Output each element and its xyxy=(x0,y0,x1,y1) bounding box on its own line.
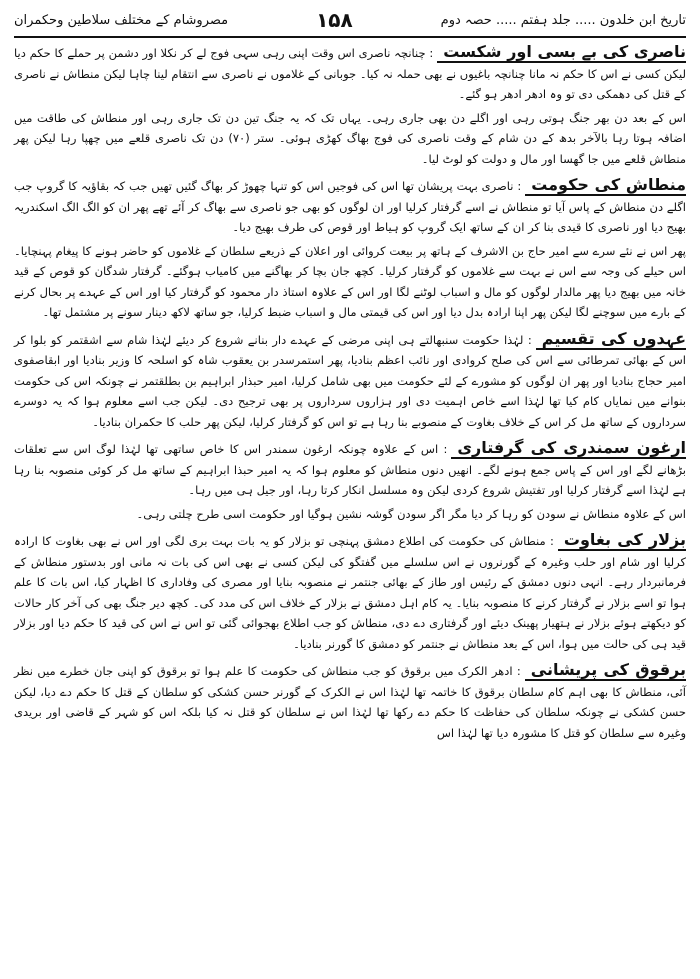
paragraph: ناصری کی بے بسی اور شکست: چنانچہ ناصری اس وقت اپنی رہی سہی فوج لے کر نکلا اور دشمن پر حملے کا حکم دیا لیکن کسی نے اس کا حکم نہ مانا چنانچہ باغیوں نے بھی حملہ نہ کیا۔ جوبانی کے غلاموں نے ناصری سے انتقام لینا چاہا لیکن منطاش نے ناصری کے قتل کی دھمکی دی تو وہ ادھر ادھر ہو گئے۔ xyxy=(14,42,686,101)
paragraph: اس کے بعد دن بھر جنگ ہوتی رہی اور اگلے دن بھی جاری رہی۔ یہاں تک کہ یہ جنگ تین دن تک جاری رہی اور منطاش کی طاقت میں اضافہ ہوتا رہا بالآخر بدھ کے دن شام کے وقت ناصری کی فوج بھاگ کھڑی ہوئی۔ ستر (۷۰) دن تک ناصری قلعے میں چھپا رہا لیکن پھر منطاش قلعے میں جا گھسا اور مال و دولت کو لوٹ لیا۔ xyxy=(14,110,687,166)
paragraph: منطاش کی حکومت: ناصری بہت پریشان تھا اس کی فوجیں اس کو تنہا چھوڑ کر بھاگ گئیں تھیں جب کہ بقاؤیہ کا گروپ جب اگلے دن منطاش کے پاس آیا تو منطاش نے اسے گرفتار کرلیا اور ان لوگوں کو بھی جو ناصری سے بھاگ کر آئے تھے پھر ان کو الگ الگ اسکندریہ بھیج دیا اور ناصری کا قیدی بنا کر ان کے ساتھ ایک گروپ کو ہیاط اور قوص کی طرف بھیج دیا۔ xyxy=(14,175,687,234)
header-rule xyxy=(14,36,686,38)
paragraph: عہدوں کی تقسیم: لہٰذا حکومت سنبھالتے ہی اپنی مرضی کے عہدے دار بنانے شروع کر دیئے لہٰذا شام سے اشقتمر کو بلوا کر اس کے بھائی تمرطائی سے اس کی صلح کروادی اور نائب اعظم بنادیا، پھر استمرسدر بن یعقوب شاہ کو اسلحہ کا وزیر بنادیا اور ابقاصفوی امیر حجاج بنادیا اور پھر ان لوگوں کو مشورے کے لئے حکومت میں بھی شامل کرلیا، امیر حبذار ابراہیم بن بطلقتمر نے چونکہ اس کی حکومت بنوانے میں نمایاں کام کیا تھا لہٰذا اسے خاص اہمیت دی اور ہزاروں سرداروں پر بھی ترجیح دی۔ لیکن جب اسے معلوم ہوا کہ یہ دوسرے سرداروں کے ساتھ مل کر اس کے خلاف بغاوت کے منصوبے بنا رہا ہے تو اس کو گرفتار کرلیا، لیکن پھر حلب کا حکمران بنادیا۔ xyxy=(14,328,687,429)
section xyxy=(14,438,686,524)
paragraph-text: لہٰذا حکومت سنبھالتے ہی اپنی مرضی کے عہدے دار بنانے شروع کر دیئے لہٰذا شام سے اشقتمر کو بلوا کر اس کے بھائی تمرطائی سے اس کی صلح کروادی اور نائب اعظم بنادیا، پھر استمرسدر بن یعقوب شاہ کو اسلحہ کا وزیر بنادیا اور ابقاصفوی امیر حجاج بنادیا اور پھر ان لوگوں کو مشورے کے لئے حکومت میں بھی شامل کرلیا، امیر حبذار ابراہیم بن بطلقتمر نے چونکہ اس کی حکومت بنوانے میں نمایاں کام کیا تھا لہٰذا اسے خاص اہمیت دی اور ہزاروں سرداروں پر بھی ترجیح دی۔ لیکن جب اسے معلوم ہوا کہ یہ دوسرے سرداروں کے ساتھ مل کر اس کے خلاف بغاوت کے منصوبے بنا رہا ہے تو اس کو گرفتار کرلیا، لیکن پھر حلب کا حکمران بنادیا۔ xyxy=(14,332,686,429)
section xyxy=(14,329,686,433)
section-heading: ناصری کی بے بسی اور شکست xyxy=(437,42,686,63)
paragraph: پھر اس نے نئے سرے سے امیر حاج بن الاشرف کے ہاتھ پر بیعت کروائی اور اعلان کے ذریعے سلطان کے غلاموں کو حاضر ہونے کا پیغام پہنچایا۔ اس حیلے کی وجہ سے اس نے بہت سے غلاموں کو گرفتار کرلیا۔ کچھ جان بچا کر بھاگنے میں کامیاب ہوگئے۔ گرفتار شدگان کو قوص کے قید خانہ میں بھیج دیا پھر مالدار لوگوں کو مال و اسباب لوٹنے لگا اور اس کے علاوہ استاذ دار محمود کو گرفتار کیا اور اس کے عہدے پر بحال کرنے کے بارے میں سوچنے لگا لیکن پھر اپنا ارادہ بدل دیا اور اس کی قیمتی مال و اسباب ضبط کرلیا، جو ساتھ لاکھ دینار سونے پر مشتمل تھا۔ xyxy=(14,243,686,319)
book-title: تاریخ ابن خلدون ..... جلد ہفتم ..... حصہ دوم xyxy=(440,12,686,28)
section xyxy=(14,175,686,323)
paragraph-text: منطاش کی حکومت کی اطلاع دمشق پہنچی تو بزلار کو یہ بات بہت بری لگی اور اس نے بھی بغاوت کا ارادہ کرلیا اور شام اور حلب وغیرہ کے گورنروں نے اس سلسلے میں گفتگو کی لیکن کسی نے بھی اس کی بات نہ مانی اور بدستور منطاش کے فرمانبردار رہے۔ انہی دنوں دمشق کے رئیس اور طاز کے بھائی جنتمر نے منصوبہ بنایا اور مصری کی وفاداری کا اظہار کیا، اس بات کا علم ہوا تو اسے بزلار نے گرفتار کرنے کا منصوبہ بنایا۔ یہ کام اہل دمشق نے بزلار کے خلاف اس کی مدد کی۔ کچھ دیر جنگ بھی کی آخر کار حالات کو دیکھتے ہوئے بزلار نے ہتھیار پھینک دیئے اور گرفتاری دے دی، منطاش کو جب اطلاع بھجوائی گئی تو اس نے اس کی قید کا حکم دیا اور بزلار قید ہی کی حالت میں ہوا، اس کے بعد منطاش نے جنتمر کو دمشق کا گورنر بنادیا۔ xyxy=(14,534,686,651)
paragraph-text: چنانچہ ناصری اس وقت اپنی رہی سہی فوج لے کر نکلا اور دشمن پر حملے کا حکم دیا لیکن کسی نے اس کا حکم نہ مانا چنانچہ باغیوں نے بھی حملہ نہ کیا۔ جوبانی کے غلاموں نے ناصری سے انتقام لینا چاہا لیکن منطاش نے ناصری کے قتل کی دھمکی دی تو وہ ادھر ادھر ہو گئے۔ xyxy=(14,46,686,101)
section xyxy=(14,660,686,743)
section-heading: عہدوں کی تقسیم xyxy=(536,329,686,350)
page-header xyxy=(14,6,686,34)
section-heading: برقوق کی پریشانی xyxy=(525,660,686,681)
section-heading: ارغون سمندری کی گرفتاری xyxy=(451,438,686,459)
paragraph-text: اس کے علاوہ چونکہ ارغون سمندر اس کا خاص ساتھی تھا لہٰذا لوگ اس سے تعلقات بڑھانے لگے اور اس کے پاس جمع ہونے لگے۔ انھیں دنوں منطاش کو معلوم ہوا کہ یہ امیر حبذا ابراہیم کے ساتھ مل کر کوئی منصوبہ بنا رہا ہے لہٰذا اسے گرفتار کرلیا اور تفتیش شروع کردی لیکن وہ مسلسل انکار کرتا رہا، اور جیل ہی میں رہا۔ xyxy=(14,442,686,497)
paragraph: اس کے علاوہ منطاش نے سودن کو رہا کر دیا مگر اگر سودن گوشہ نشین ہوگیا اور حکومت اسی طرح چلتی رہی۔ xyxy=(136,506,686,521)
page-number: ۱۵۸ xyxy=(316,8,353,32)
section-heading: منطاش کی حکومت xyxy=(525,175,686,196)
paragraph: ارغون سمندری کی گرفتاری: اس کے علاوہ چونکہ ارغون سمندر اس کا خاص ساتھی تھا لہٰذا لوگ اس سے تعلقات بڑھانے لگے اور اس کے پاس جمع ہونے لگے۔ انھیں دنوں منطاش کو معلوم ہوا کہ یہ امیر حبذا ابراہیم کے ساتھ مل کر کوئی منصوبہ بنا رہا ہے لہٰذا اسے گرفتار کرلیا اور تفتیش شروع کردی لیکن وہ مسلسل انکار کرتا رہا، اور جیل ہی میں رہا۔ xyxy=(14,438,687,497)
paragraph: بزلار کی بغاوت: منطاش کی حکومت کی اطلاع دمشق پہنچی تو بزلار کو یہ بات بہت بری لگی اور اس نے بھی بغاوت کا ارادہ کرلیا اور شام اور حلب وغیرہ کے گورنروں نے اس سلسلے میں گفتگو کی لیکن کسی نے بھی اس کی بات نہ مانی اور بدستور منطاش کے فرمانبردار رہے۔ انہی دنوں دمشق کے رئیس اور طاز کے بھائی جنتمر نے منصوبہ بنایا اور مصری کی وفاداری کا اظہار کیا، اس بات کا علم ہوا تو اسے بزلار نے گرفتار کرنے کا منصوبہ بنایا۔ یہ کام اہل دمشق نے بزلار کے خلاف اس کی مدد کی۔ کچھ دیر جنگ بھی کی آخر کار حالات کو دیکھتے ہوئے بزلار نے ہتھیار پھینک دیئے اور گرفتاری دے دی، منطاش کو جب اطلاع بھجوائی گئی تو اس نے اس کی قید کا حکم دیا اور بزلار قید ہی کی حالت میں ہوا، اس کے بعد منطاش نے جنتمر کو دمشق کا گورنر بنادیا۔ xyxy=(14,530,687,651)
paragraph-text: ناصری بہت پریشان تھا اس کی فوجیں اس کو تنہا چھوڑ کر بھاگ گئیں تھیں جب کہ بقاؤیہ کا گروپ جب اگلے دن منطاش کے پاس آیا تو منطاش نے اسے گرفتار کرلیا اور ان لوگوں کو بھی جو ناصری سے بھاگ کر آئے تھے پھر ان کو الگ الگ اسکندریہ بھیج دیا اور ناصری کا قیدی بنا کر ان کے ساتھ ایک گروپ کو ہیاط اور قوص کی طرف بھیج دیا۔ xyxy=(14,179,686,234)
section-heading: بزلار کی بغاوت xyxy=(558,530,686,551)
section xyxy=(14,530,686,654)
section xyxy=(14,42,686,169)
paragraph: برقوق کی پریشانی: ادھر الکرک میں برقوق کو جب منطاش کی حکومت کا علم ہوا تو برقوق کو اپنی جان خطرے میں نظر آئی، منطاش کا بھی اہم کام سلطان برقوق کا خاتمہ تھا لہٰذا اس نے الکرک کے گورنر حسن کشکی کو سلطان کے قتل کا حکم دے دیا، لیکن حسن کشکی نے چونکہ سلطان کی حفاظت کا حکم دے رکھا تھا لہٰذا اس نے سلطان کو قتل نہ کیا بلکہ اس کو شہر کے قاضی اور بریدی وغیرہ سے سلطان کو قتل کا مشورہ دیا تھا لہٰذا اس xyxy=(14,660,687,740)
chapter-title: مصروشام کے مختلف سلاطین وحکمران xyxy=(14,12,229,28)
paragraph-text: ادھر الکرک میں برقوق کو جب منطاش کی حکومت کا علم ہوا تو برقوق کو اپنی جان خطرے میں نظر آئی، منطاش کا بھی اہم کام سلطان برقوق کا خاتمہ تھا لہٰذا اس نے الکرک کے گورنر حسن کشکی کو سلطان کے قتل کا حکم دے دیا، لیکن حسن کشکی نے چونکہ سلطان کی حفاظت کا حکم دے رکھا تھا لہٰذا اس نے سلطان کو قتل نہ کیا بلکہ اس کو شہر کے قاضی اور بریدی وغیرہ سے سلطان کو قتل کا مشورہ دیا تھا لہٰذا اس xyxy=(14,664,686,740)
